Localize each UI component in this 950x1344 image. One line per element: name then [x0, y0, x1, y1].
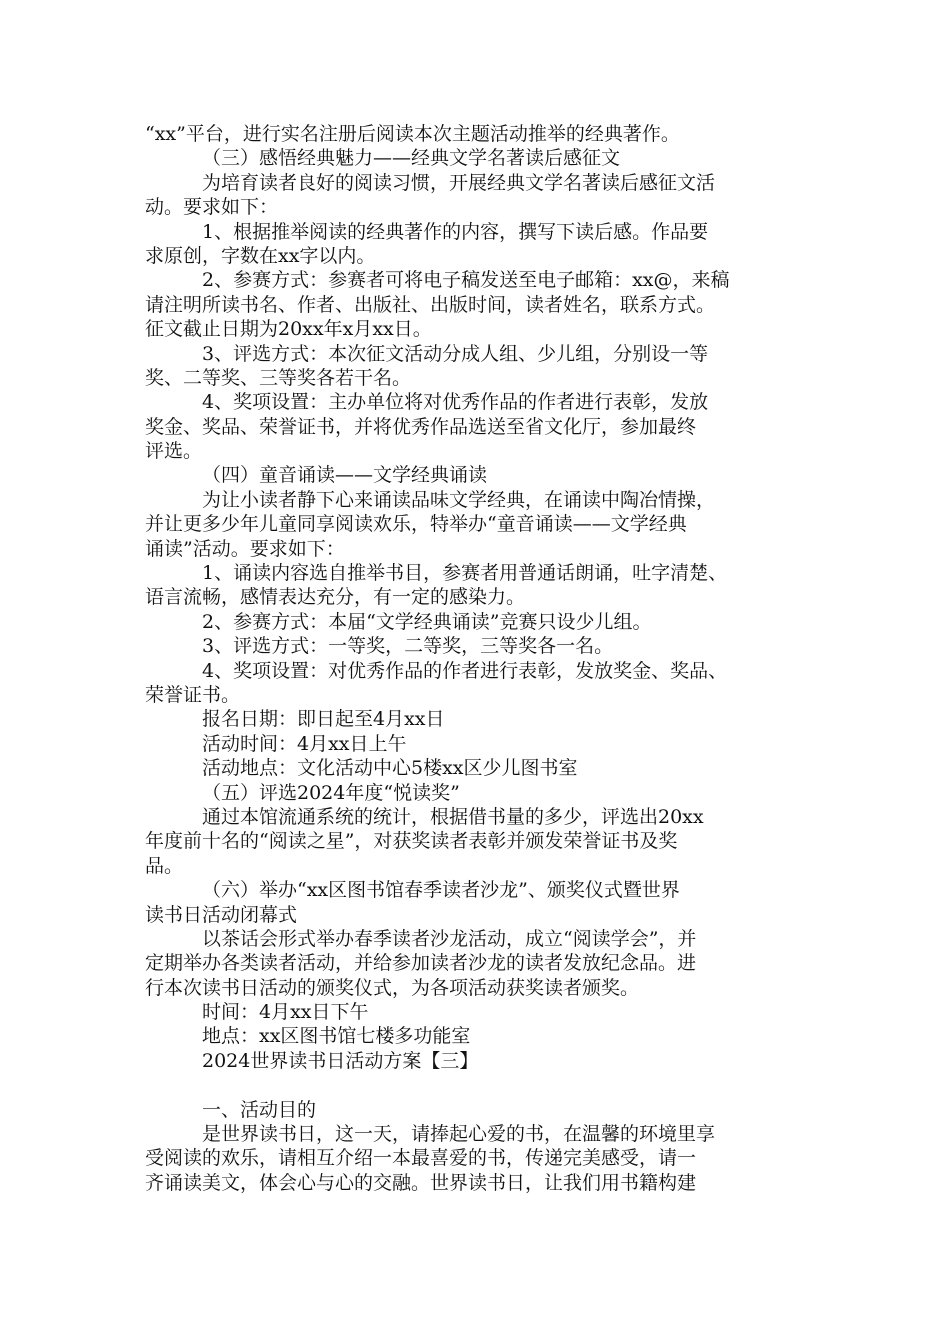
- text-line: 报名日期：即日起至4月xx日: [202, 708, 445, 731]
- text-line: 为培育读者良好的阅读习惯，开展经典文学名著读后感征文活: [202, 171, 716, 194]
- text-line: 为让小读者静下心来诵读品味文学经典，在诵读中陶冶情操，: [202, 488, 716, 511]
- text-line: 定期举办各类读者活动，并给参加读者沙龙的读者发放纪念品。进: [145, 952, 697, 975]
- text-line: 通过本馆流通系统的统计，根据借书量的多少，评选出20xx: [202, 805, 704, 828]
- text-line: “xx”平台，进行实名注册后阅读本次主题活动推举的经典著作。: [145, 123, 680, 145]
- text-line: 奖金、奖品、荣誉证书，并将优秀作品选送至省文化厅，参加最终: [145, 415, 697, 438]
- text-line: 1、根据推举阅读的经典著作的内容，撰写下读后感。作品要: [202, 220, 709, 243]
- text-line: 求原创，字数在xx字以内。: [145, 244, 376, 267]
- text-line: 3、评选方式：一等奖，二等奖，三等奖各一名。: [202, 635, 614, 658]
- text-line: （六）举办“xx区图书馆春季读者沙龙”、颁奖仪式暨世界: [202, 879, 680, 902]
- blank-line: [145, 1073, 810, 1097]
- text-line: 受阅读的欢乐，请相互介绍一本最喜爱的书，传递完美感受，请一: [145, 1147, 697, 1170]
- text-line: 品。: [145, 854, 184, 877]
- text-line: 请注明所读书名、作者、出版社、出版时间，读者姓名，联系方式。: [145, 293, 716, 316]
- text-line: 语言流畅，感情表达充分，有一定的感染力。: [145, 586, 526, 609]
- text-line: 齐诵读美文，体会心与心的交融。世界读书日，让我们用书籍构建: [145, 1171, 697, 1194]
- text-line: 时间：4月xx日下午: [202, 1001, 369, 1024]
- text-line: （三）感悟经典魅力——经典文学名著读后感征文: [202, 147, 621, 170]
- text-line: 动。要求如下：: [145, 196, 279, 219]
- text-line: 4、奖项设置：主办单位将对优秀作品的作者进行表彰，发放: [202, 391, 709, 414]
- text-line: 活动地点：文化活动中心5楼xx区少儿图书室: [202, 757, 578, 780]
- text-line: 1、诵读内容选自推举书目，参赛者用普通话朗诵，吐字清楚、: [202, 562, 728, 585]
- text-line: （五）评选2024年度“悦读奖”: [202, 781, 460, 804]
- text-line: 2、参赛方式：本届“文学经典诵读”竞赛只设少儿组。: [202, 610, 652, 633]
- text-line: 行本次读书日活动的颁奖仪式，为各项活动获奖读者颁奖。: [145, 976, 640, 999]
- text-line: 奖、二等奖、三等奖各若干名。: [145, 366, 412, 389]
- text-line: 活动时间：4月xx日上午: [202, 732, 407, 755]
- document-body: [145, 122, 810, 1195]
- text-line: 是世界读书日，这一天，请捧起心爱的书，在温馨的环境里享: [202, 1123, 716, 1146]
- text-line: 评选。: [145, 440, 203, 463]
- text-line: 读书日活动闭幕式: [145, 903, 298, 926]
- text-line: 地点：xx区图书馆七楼多功能室: [202, 1025, 471, 1048]
- text-line: 以茶话会形式举办春季读者沙龙活动，成立“阅读学会”，并: [202, 927, 697, 950]
- text-line: 年度前十名的“阅读之星”，对获奖读者表彰并颁发荣誉证书及奖: [145, 830, 678, 853]
- text-line: 荣誉证书。: [145, 683, 241, 706]
- text-line: 4、奖项设置：对优秀作品的作者进行表彰，发放奖金、奖品、: [202, 659, 728, 682]
- text-line: 3、评选方式：本次征文活动分成人组、少儿组，分别设一等: [202, 342, 709, 365]
- text-line: 2024世界读书日活动方案【三】: [202, 1049, 479, 1072]
- text-line: 2、参赛方式：参赛者可将电子稿发送至电子邮箱：xx@，来稿: [202, 269, 730, 292]
- text-line: （四）童音诵读——文学经典诵读: [202, 464, 488, 487]
- text-line: 一、活动目的: [202, 1098, 317, 1121]
- text-line: 诵读”活动。要求如下：: [145, 537, 345, 560]
- text-line: 征文截止日期为20xx年x月xx日。: [145, 318, 432, 341]
- text-line: 并让更多少年儿童同享阅读欢乐，特举办“童音诵读——文学经典: [145, 513, 687, 536]
